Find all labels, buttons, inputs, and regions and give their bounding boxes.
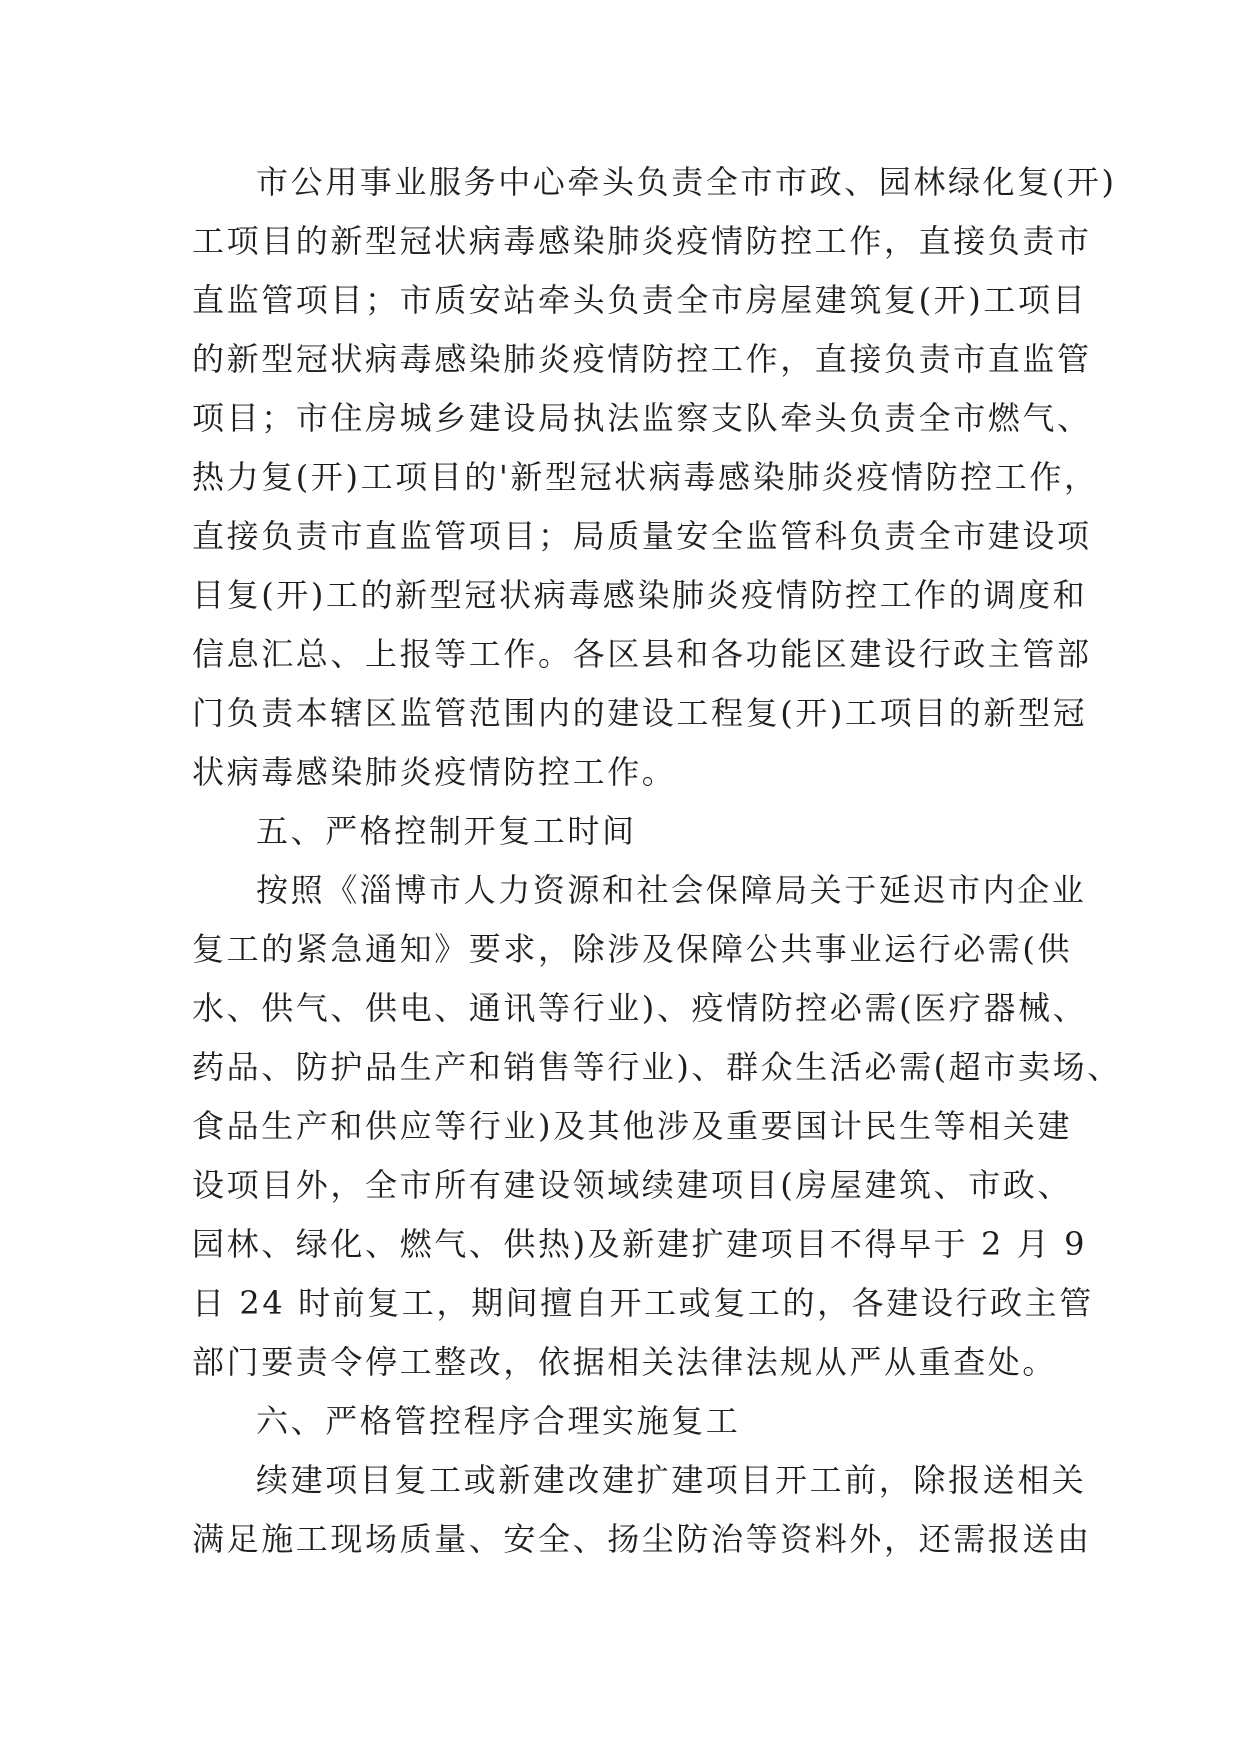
paragraph-line: 信息汇总、上报等工作。各区县和各功能区建设行政主管部 [192, 635, 1092, 673]
paragraph-line: 直监管项目；市质安站牵头负责全市房屋建筑复(开)工项目 [192, 281, 1088, 319]
document-body [192, 153, 1122, 1569]
paragraph-line: 食品生产和供应等行业)及其他涉及重要国计民生等相关建 [192, 1107, 1073, 1145]
paragraph-line: 续建项目复工或新建改建扩建项目开工前，除报送相关 [256, 1461, 1087, 1499]
paragraph-line: 日 24 时前复工，期间擅自开工或复工的，各建设行政主管 [192, 1284, 1094, 1322]
paragraph-line: 复工的紧急通知》要求，除涉及保障公共事业运行必需(供 [192, 930, 1073, 968]
paragraph-line: 工项目的新型冠状病毒感染肺炎疫情防控工作，直接负责市 [192, 222, 1092, 260]
paragraph-line: 门负责本辖区监管范围内的建设工程复(开)工项目的新型冠 [192, 694, 1088, 732]
paragraph-line: 满足施工现场质量、安全、扬尘防治等资料外，还需报送由 [192, 1520, 1092, 1558]
paragraph-line: 热力复(开)工项目的'新型冠状病毒感染肺炎疫情防控工作， [192, 458, 1099, 496]
paragraph-line: 水、供气、供电、通讯等行业)、疫情防控必需(医疗器械、 [192, 989, 1088, 1027]
paragraph-line: 直接负责市直监管项目；局质量安全监管科负责全市建设项 [192, 517, 1092, 555]
paragraph-line: 园林、绿化、燃气、供热)及新建扩建项目不得早于 2 月 9 [192, 1225, 1088, 1263]
paragraph-line: 药品、防护品生产和销售等行业)、群众生活必需(超市卖场、 [192, 1048, 1122, 1086]
section-heading: 六、严格管控程序合理实施复工 [256, 1402, 741, 1440]
paragraph-line: 按照《淄博市人力资源和社会保障局关于延迟市内企业 [256, 871, 1087, 909]
paragraph-line: 状病毒感染肺炎疫情防控工作。 [192, 753, 677, 791]
paragraph-line: 目复(开)工的新型冠状病毒感染肺炎疫情防控工作的调度和 [192, 576, 1088, 614]
section-heading: 五、严格控制开复工时间 [256, 812, 637, 850]
paragraph-line: 项目；市住房城乡建设局执法监察支队牵头负责全市燃气、 [192, 399, 1092, 437]
paragraph-line: 设项目外，全市所有建设领域续建项目(房屋建筑、市政、 [192, 1166, 1073, 1204]
paragraph-line: 市公用事业服务中心牵头负责全市市政、园林绿化复(开) [256, 163, 1117, 201]
paragraph-line: 的新型冠状病毒感染肺炎疫情防控工作，直接负责市直监管 [192, 340, 1092, 378]
paragraph-line: 部门要责令停工整改，依据相关法律法规从严从重查处。 [192, 1343, 1058, 1381]
